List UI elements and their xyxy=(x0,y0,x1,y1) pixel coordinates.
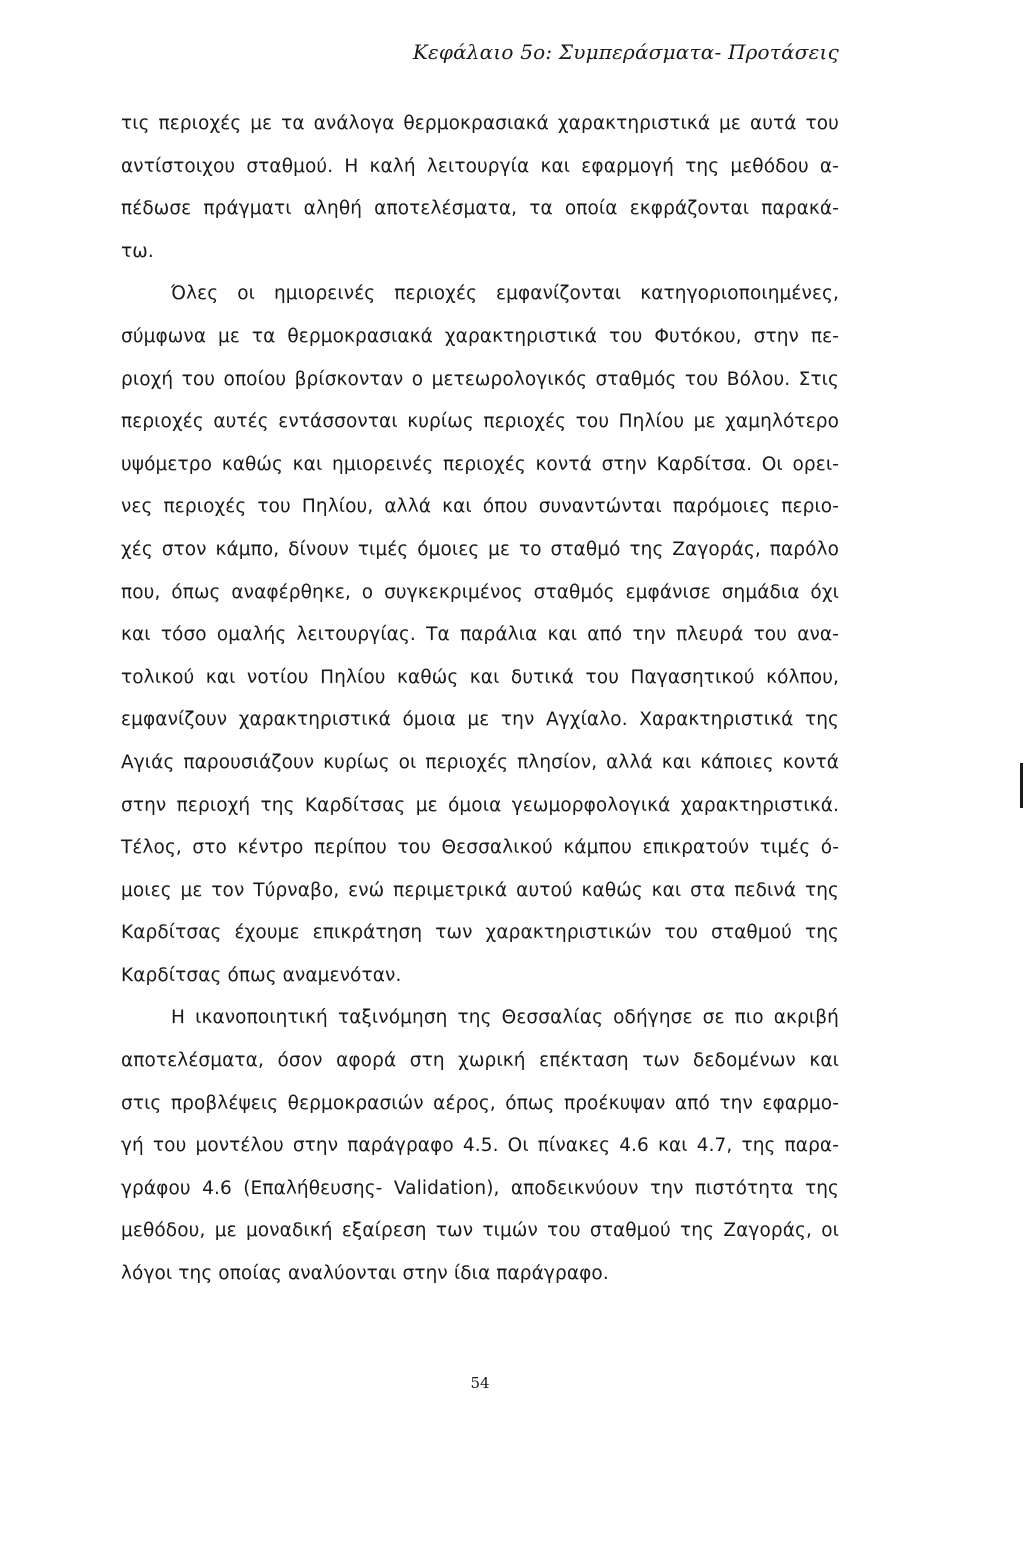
text-line: νες περιοχές του Πηλίου, αλλά και όπου συναντώνται παρόμοιες περιο- xyxy=(121,496,839,518)
text-line: περιοχές αυτές εντάσσονται κυρίως περιοχές του Πηλίου με χαμηλότερο xyxy=(121,411,839,433)
text-line: αντίστοιχου σταθμού. Η καλή λειτουργία και εφαρμογή της μεθόδου α- xyxy=(121,155,839,177)
text-line: και τόσο ομαλής λειτουργίας. Τα παράλια και από την πλευρά του ανα- xyxy=(121,624,839,646)
text-line: Όλες οι ημιορεινές περιοχές εμφανίζονται κατηγοριοποιημένες, xyxy=(171,283,839,305)
text-line: στις προβλέψεις θερμοκρασιών αέρος, όπως προέκυψαν από την εφαρμο- xyxy=(121,1092,839,1114)
text-line: μεθόδου, με μοναδική εξαίρεση των τιμών του σταθμού της Ζαγοράς, οι xyxy=(121,1220,839,1242)
paragraph-3 xyxy=(121,997,839,1295)
text-line: που, όπως αναφέρθηκε, ο συγκεκριμένος σταθμός εμφάνισε σημάδια όχι xyxy=(121,581,839,603)
text-line: στην περιοχή της Καρδίτσας με όμοια γεωμορφολογικά χαρακτηριστικά. xyxy=(121,794,839,816)
paragraph-2 xyxy=(121,273,839,997)
text-line: Καρδίτσας όπως αναμενόταν. xyxy=(121,964,402,986)
margin-mark xyxy=(1020,763,1023,808)
text-line: Η ικανοποιητική ταξινόμηση της Θεσσαλίας οδήγησε σε πιο ακριβή xyxy=(171,1007,839,1029)
text-line: σύμφωνα με τα θερμοκρασιακά χαρακτηριστικά του Φυτόκου, στην πε- xyxy=(121,325,839,347)
text-line: Τέλος, στο κέντρο περίπου του Θεσσαλικού κάμπου επικρατούν τιμές ό- xyxy=(121,837,839,859)
text-line: Αγιάς παρουσιάζουν κυρίως οι περιοχές πλησίον, αλλά και κάποιες κοντά xyxy=(121,751,839,773)
text-line: γή του μοντέλου στην παράγραφο 4.5. Οι πίνακες 4.6 και 4.7, της παρα- xyxy=(121,1135,839,1157)
page-number: 54 xyxy=(470,1374,490,1392)
text-line: Καρδίτσας έχουμε επικράτηση των χαρακτηριστικών του σταθμού της xyxy=(121,922,839,944)
text-line: τις περιοχές με τα ανάλογα θερμοκρασιακά χαρακτηριστικά με αυτά του xyxy=(121,113,839,134)
text-line: πέδωσε πράγματι αληθή αποτελέσματα, τα οποία εκφράζονται παρακά- xyxy=(121,198,839,220)
text-line: γράφου 4.6 (Επαλήθευσης- Validation), αποδεικνύουν την πιστότητα της xyxy=(121,1177,839,1199)
text-line: ριοχή του οποίου βρίσκονταν ο μετεωρολογικός σταθμός του Βόλου. Στις xyxy=(121,368,839,390)
text-line: μοιες με τον Τύρναβο, ενώ περιμετρικά αυτού καθώς και στα πεδινά της xyxy=(121,879,839,901)
text-line: τω. xyxy=(121,240,154,262)
text-line: λόγοι της οποίας αναλύονται στην ίδια παράγραφο. xyxy=(121,1263,609,1285)
running-header: Κεφάλαιο 5ο: Συμπεράσματα- Προτάσεις xyxy=(412,40,839,64)
text-line: τολικού και νοτίου Πηλίου καθώς και δυτικά του Παγασητικού κόλπου, xyxy=(121,666,839,688)
text-line: εμφανίζουν χαρακτηριστικά όμοια με την Αγχίαλο. Χαρακτηριστικά της xyxy=(121,709,839,731)
paragraph-1 xyxy=(121,103,839,273)
body-text xyxy=(121,103,839,1296)
text-line: υψόμετρο καθώς και ημιορεινές περιοχές κοντά στην Καρδίτσα. Οι ορει- xyxy=(121,453,839,475)
text-line: αποτελέσματα, όσον αφορά στη χωρική επέκταση των δεδομένων και xyxy=(121,1050,839,1072)
text-line: χές στον κάμπο, δίνουν τιμές όμοιες με το σταθμό της Ζαγοράς, παρόλο xyxy=(121,538,839,560)
